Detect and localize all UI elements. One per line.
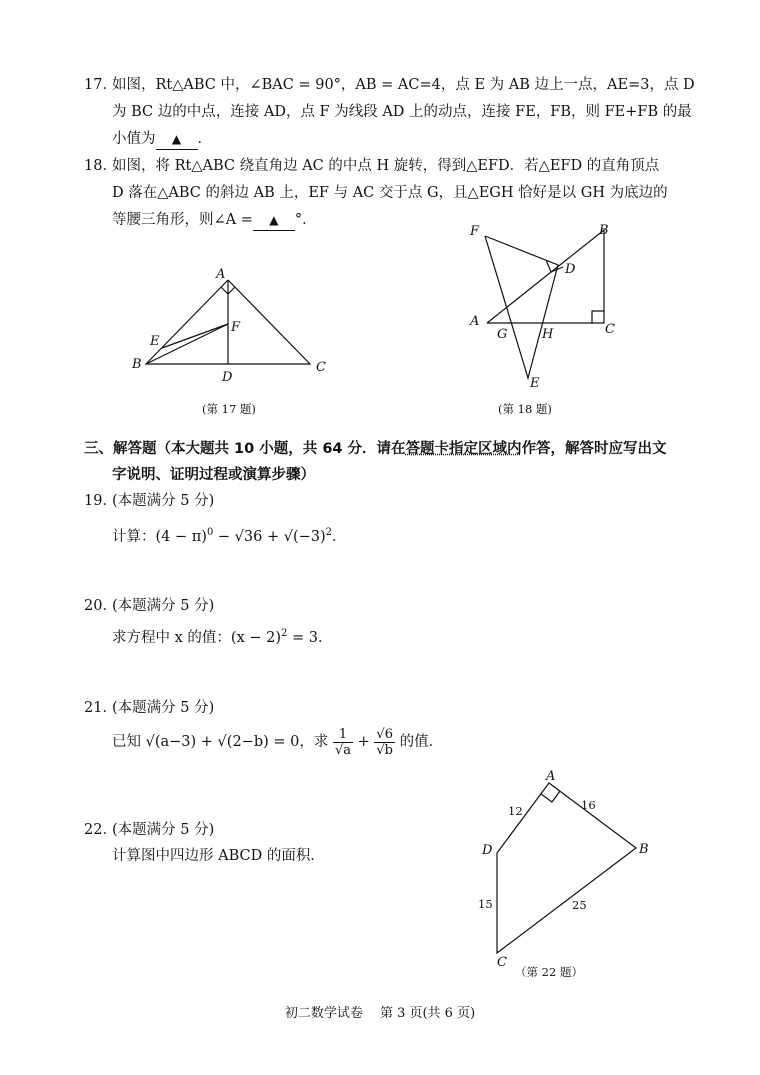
section3-title-line2: 字说明、证明过程或演算步骤） — [112, 467, 315, 483]
fig22-right-angle — [541, 791, 560, 802]
fig22-length-dc: 15 — [478, 897, 493, 911]
q17-line1: 如图，Rt△ABC 中，∠BAC = 90°，AB = AC=4，点 E 为 AB 边上一点，AE=3，点 D — [112, 77, 695, 93]
q20-exp2: 2 — [281, 628, 288, 639]
fig17-label-c: C — [316, 360, 326, 375]
fig18-label-e: E — [530, 376, 540, 391]
fig18-label-f: F — [470, 224, 480, 239]
q21-fraction-1 — [333, 727, 353, 758]
figure-17 — [120, 260, 340, 390]
q17-line3 — [112, 129, 212, 150]
fig18-label-h: H — [542, 327, 554, 342]
q17-line2: 为 BC 边的中点，连接 AD，点 F 为线段 AD 上的动点，连接 FE，FB，则 FE+FB 的最 — [112, 104, 692, 120]
q19-expression — [112, 523, 347, 547]
q18-line2: D 落在△ABC 的斜边 AB 上，EF 与 AC 交于点 G，且△EGH 恰好是以 GH 为底边的 — [112, 185, 668, 201]
fig17-label-e: E — [150, 334, 160, 349]
q19-exp2: 2 — [325, 527, 333, 538]
fig17-eb-f — [162, 324, 228, 348]
fig22-length-bc: 25 — [572, 898, 587, 912]
q20-score: (本题满分 5 分) — [112, 598, 215, 614]
q18-blank-marker: ▲ — [269, 213, 279, 227]
fig18-label-g: G — [497, 327, 508, 342]
fig17-label-a: A — [216, 267, 226, 282]
q17-number: 17． — [84, 77, 117, 93]
q21-text-b: 的值． — [395, 734, 444, 750]
figure-18 — [462, 220, 632, 400]
q21-f2-bot: √b — [376, 742, 393, 758]
fig17-label-f: F — [231, 320, 241, 335]
q22-question: 计算图中四边形 ABCD 的面积． — [112, 848, 325, 864]
q21-f1-bot: √a — [334, 742, 352, 758]
q21-f1-top: 1 — [333, 727, 353, 743]
fig22-label-b: B — [639, 842, 649, 857]
q19-exp0: 0 — [206, 527, 214, 538]
q21-number: 21． — [84, 700, 117, 716]
fig22-label-d: D — [482, 843, 493, 858]
q19-expr-b: − √36 + √(−3) — [213, 528, 326, 545]
q18-line1: 如图，将 Rt△ABC 绕直角边 AC 的中点 H 旋转，得到△EFD．若△EFD 的直角顶点 — [112, 158, 660, 174]
fig22-length-ad: 12 — [508, 804, 523, 818]
q20-text-a: 求方程中 x 的值： — [112, 629, 231, 646]
q17-line3-text: 小值为 — [112, 131, 156, 147]
fig18-triangle-efd — [485, 236, 558, 378]
q21-text-a: 已知 √(a−3) + √(2−b) = 0，求 — [112, 734, 333, 750]
fig22-length-ab: 16 — [581, 798, 596, 812]
q20-text-b: = 3． — [287, 629, 333, 646]
q19-score: (本题满分 5 分) — [112, 493, 215, 509]
fig17-caption: (第 17 题) — [202, 402, 256, 416]
q22-number: 22． — [84, 822, 117, 838]
q21-plus: + — [353, 734, 375, 750]
q17-blank-marker: ▲ — [171, 132, 182, 146]
section3-title-a: 三、解答题（本大题共 10 小题，共 64 分．请在 — [84, 441, 406, 457]
q20-expr: (x − 2) — [230, 629, 281, 646]
q21-f2-top: √6 — [374, 727, 395, 743]
fig18-label-c: C — [605, 322, 615, 337]
section3-title-b: 作答，解答时应写出文 — [521, 441, 667, 457]
fig22-label-c: C — [497, 955, 507, 970]
fig22-caption: （第 22 题） — [515, 965, 583, 979]
fig17-label-d: D — [222, 370, 233, 385]
q22-score: (本题满分 5 分) — [112, 822, 215, 838]
q21-expression — [112, 726, 443, 758]
q17-answer-blank[interactable] — [156, 129, 198, 150]
q19-expr-a: (4 − π) — [155, 528, 207, 545]
section3-title-emph: 答题卡指定区域内 — [405, 441, 522, 457]
q18-line3-end: °． — [294, 212, 317, 228]
q18-line3 — [112, 210, 317, 231]
q21-fraction-2 — [374, 727, 395, 758]
fig18-caption: (第 18 题) — [498, 402, 552, 416]
q20-expression — [112, 624, 332, 648]
q21-score: (本题满分 5 分) — [112, 700, 215, 716]
q20-number: 20． — [84, 598, 117, 614]
fig18-right-angle-c — [592, 311, 604, 323]
figure-22 — [470, 765, 670, 975]
fig18-label-b: B — [599, 223, 609, 238]
q17-line3-end: ． — [197, 131, 212, 147]
q18-line3-text: 等腰三角形，则∠A = — [112, 212, 253, 228]
fig17-label-b: B — [132, 357, 142, 372]
fig18-label-d: D — [565, 262, 576, 277]
q18-number: 18． — [84, 158, 117, 174]
q19-number: 19． — [84, 493, 117, 509]
section3-title — [84, 439, 667, 459]
q19-text: 计算： — [112, 528, 156, 545]
fig18-label-a: A — [470, 314, 480, 329]
q18-answer-blank[interactable] — [253, 210, 295, 231]
fig22-label-a: A — [546, 769, 556, 784]
q19-end: ． — [332, 528, 347, 545]
page-footer: 初二数学试卷 第 3 页(共 6 页) — [284, 1006, 476, 1021]
